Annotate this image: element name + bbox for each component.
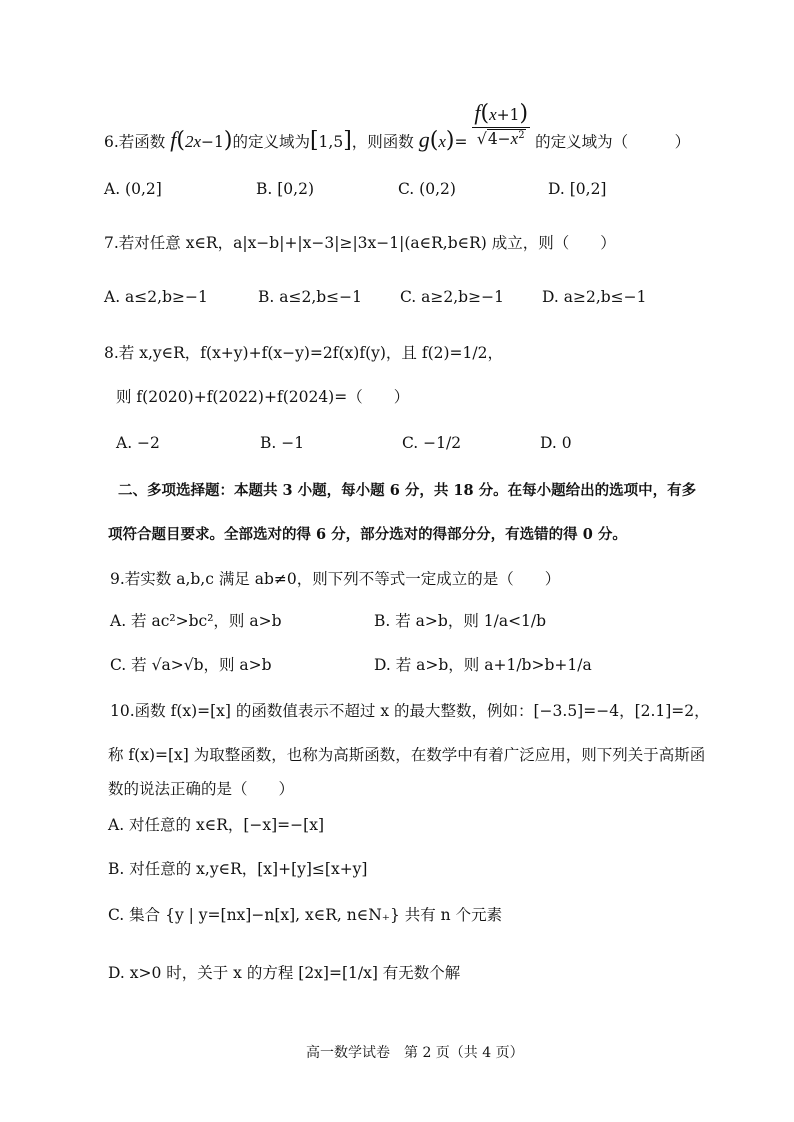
page-footer: 高一数学试卷 第 2 页（共 4 页） — [306, 1045, 524, 1061]
q8-choice-d: D. 0 — [540, 434, 572, 452]
q9-choice-b: B. 若 a>b，则 1/a<1/b — [374, 612, 547, 630]
q6-choice-c: C. (0,2) — [398, 180, 456, 198]
q8-stem-2: 则 f(2020)+f(2022)+f(2024)=（ ） — [116, 388, 410, 406]
q8-choice-b: B. −1 — [260, 434, 305, 452]
q10-choice-c: C. 集合 {y | y=[nx]−n[x], x∈R, n∈N₊} 共有 n 个元素 — [108, 906, 503, 924]
q8-choice-c: C. −1/2 — [402, 434, 462, 452]
section2-line1: 二、多项选择题：本题共 3 小题，每小题 6 分，共 18 分。在每小题给出的选项中，有多 — [118, 482, 697, 499]
q8-stem-1: 8.若 x,y∈R，f(x+y)+f(x−y)=2f(x)f(y)，且 f(2)=1/2， — [104, 344, 503, 362]
q9-choice-c: C. 若 √a>√b，则 a>b — [110, 656, 272, 674]
q7-choice-a: A. a≤2,b≥−1 — [104, 288, 208, 306]
q6-choice-a: A. (0,2] — [104, 180, 162, 198]
q8-choice-a: A. −2 — [116, 434, 160, 452]
q6-choice-d: D. [0,2] — [548, 180, 607, 198]
q10-line2: 称 f(x)=[x] 为取整函数，也称为高斯函数，在数学中有着广泛应用，则下列关于高斯函 — [108, 746, 706, 764]
q7-choice-d: D. a≥2,b≤−1 — [542, 288, 647, 306]
q10-line1: 10.函数 f(x)=[x] 的函数值表示不超过 x 的最大整数，例如：[−3.5]=−4，[2.1]=2， — [110, 702, 710, 720]
q10-choice-a: A. 对任意的 x∈R，[−x]=−[x] — [108, 816, 324, 834]
q7-stem: 7.若对任意 x∈R，a|x−b|+|x−3|≥|3x−1|(a∈R,b∈R) 成立，则（ ） — [104, 234, 616, 252]
q10-line3: 数的说法正确的是（ ） — [108, 780, 295, 798]
q9-stem: 9.若实数 a,b,c 满足 ab≠0，则下列不等式一定成立的是（ ） — [110, 570, 561, 588]
q9-choice-d: D. 若 a>b，则 a+1/b>b+1/a — [374, 656, 592, 674]
q10-choice-b: B. 对任意的 x,y∈R，[x]+[y]≤[x+y] — [108, 860, 368, 878]
q10-choice-d: D. x>0 时，关于 x 的方程 [2x]=[1/x] 有无数个解 — [108, 964, 461, 982]
q7-choice-b: B. a≤2,b≤−1 — [258, 288, 363, 306]
q7-choice-c: C. a≥2,b≥−1 — [400, 288, 504, 306]
q9-choice-a: A. 若 ac²>bc²，则 a>b — [110, 612, 282, 630]
q6-stem: 6.若函数 f(2x−1)的定义域为[1,5]，则函数 g(x)= $\frac{f(x+1)}{√4-x^2}$ 的定义域为（ ） — [104, 100, 691, 153]
q6-choice-b: B. [0,2) — [256, 180, 314, 198]
section2-line2: 项符合题目要求。全部选对的得 6 分，部分选对的得部分分，有选错的得 0 分。 — [108, 526, 627, 543]
